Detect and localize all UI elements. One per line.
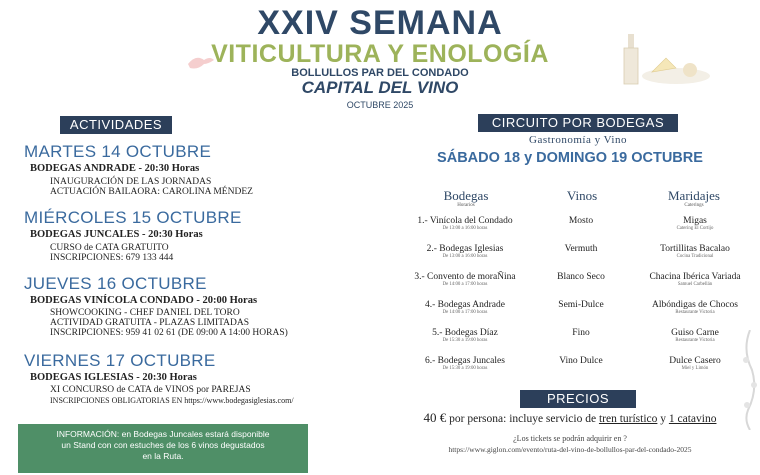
winery-hours: De 14:00 a 17:00 horas <box>442 310 488 315</box>
price-amount: 40 € <box>423 410 447 425</box>
train-service: tren turístico <box>598 413 658 425</box>
col-header-sub: Caterings <box>684 203 704 208</box>
caterer-name: Catering El Cortijo <box>676 226 714 231</box>
dish-name: Chacina Ibérica Variada <box>649 272 741 282</box>
table-row <box>400 300 750 328</box>
activity-line: INAUGURACIÓN DE LAS JORNADAS <box>50 177 212 187</box>
venue-line: BODEGAS JUNCALES - 20:30 Horas <box>30 229 203 240</box>
day-title: JUEVES 16 OCTUBRE <box>24 274 207 293</box>
info-line: un Stand con con estuches de los 6 vinos degustados <box>61 440 265 450</box>
tickets-link[interactable]: https://www.giglon.com/evento/ruta-del-vino-de-bollullos-par-del-condado-2025 <box>448 445 692 454</box>
day-block-tuesday <box>24 142 354 197</box>
activity-line: XI CONCURSO de CATA de VINOS por PAREJAS <box>50 385 251 395</box>
table-row <box>400 244 750 272</box>
winery-name: 4.- Bodegas Andrade <box>425 300 505 310</box>
col-header-title: Vinos <box>566 188 598 203</box>
wine-cell: Semi-Dulce <box>558 300 604 310</box>
prices-heading: PRECIOS <box>520 390 636 408</box>
winery-name: 1.- Vinícola del Condado <box>417 216 513 226</box>
capital-title: CAPITAL DEL VINO <box>301 78 459 97</box>
winery-cell <box>400 244 530 259</box>
pairing-cell <box>630 328 760 343</box>
day-title: VIERNES 17 OCTUBRE <box>24 351 216 370</box>
winery-hours: De 14:00 a 17:00 horas <box>442 282 488 287</box>
wine-cell: Mosto <box>568 216 594 226</box>
registration-note: INSCRIPCIONES OBLIGATORIAS EN https://www.bodegasiglesias.com/ <box>50 396 294 405</box>
col-header-wineries <box>406 188 526 208</box>
activity-line: INSCRIPCIONES: 959 41 02 61 (DE 09:00 A 14:00 HORAS) <box>50 328 288 338</box>
dish-name: Guiso Carne <box>671 328 719 338</box>
day-block-wednesday <box>24 208 354 263</box>
table-row <box>400 328 750 356</box>
dish-name: Tortillitas Bacalao <box>660 244 730 254</box>
caterer-name: Samuel Carbellán <box>677 282 713 287</box>
winery-cell <box>400 356 530 371</box>
circuit-heading: CIRCUITO POR BODEGAS <box>478 114 678 132</box>
day-block-friday <box>24 351 354 405</box>
winery-hours: De 15:30 a 19:00 horas <box>442 366 488 371</box>
price-text: y <box>657 413 669 425</box>
info-box <box>18 424 308 473</box>
col-header-sub: Horarios <box>457 203 475 208</box>
activity-line: INSCRIPCIONES: 679 133 444 <box>50 253 174 263</box>
price-text: por persona: incluye servicio de <box>446 413 599 425</box>
caterer-name: Cocina Tradicional <box>676 254 714 259</box>
winery-cell <box>400 272 530 287</box>
day-block-thursday <box>24 274 354 338</box>
day-title: MARTES 14 OCTUBRE <box>24 142 212 161</box>
info-line: INFORMACIÓN: en Bodegas Juncales estará disponible <box>56 429 270 439</box>
dish-name: Dulce Casero <box>669 356 721 366</box>
winery-cell <box>400 216 530 231</box>
activity-line: ACTUACIÓN BAILAORA: CAROLINA MÉNDEZ <box>50 187 253 197</box>
winery-name: 5.- Bodegas Díaz <box>432 328 498 338</box>
col-header-title: Bodegas <box>443 188 489 203</box>
caterer-name: Miel y Limón <box>681 366 709 371</box>
pairing-cell <box>630 356 760 371</box>
wine-cell: Blanco Seco <box>557 272 605 282</box>
event-month: OCTUBRE 2025 <box>346 100 414 110</box>
pairing-cell <box>630 216 760 231</box>
venue-line: BODEGAS ANDRADE - 20:30 Horas <box>30 163 200 174</box>
activity-line: CURSO de CATA GRATUITO <box>50 243 169 253</box>
circuit-dates: SÁBADO 18 y DOMINGO 19 OCTUBRE <box>437 150 703 166</box>
venue-line: BODEGAS IGLESIAS - 20:30 Horas <box>30 372 197 383</box>
edition-title: XXIV SEMANA <box>257 4 503 42</box>
winery-name: 3.- Convento de moraÑina <box>414 272 516 282</box>
activities-heading: ACTIVIDADES <box>60 116 172 134</box>
table-row <box>400 356 750 384</box>
winery-name: 6.- Bodegas Juncales <box>425 356 505 366</box>
pairing-cell <box>630 244 760 259</box>
pairing-cell <box>630 300 760 315</box>
winery-hours: De 13:00 a 16:00 horas <box>442 226 488 231</box>
tickets-question: ¿Los tickets se podrán adquirir en ? <box>513 434 627 443</box>
table-row <box>400 272 750 300</box>
pairing-cell <box>630 272 760 287</box>
day-title: MIÉRCOLES 15 OCTUBRE <box>24 208 242 227</box>
activity-line: ACTIVIDAD GRATUITA - PLAZAS LIMITADAS <box>50 318 250 328</box>
caterer-name: Restaurante Victoria <box>675 338 715 343</box>
activity-line: SHOWCOOKING - CHEF DANIEL DEL TORO <box>50 308 240 318</box>
winery-name: 2.- Bodegas Iglesias <box>426 244 504 254</box>
table-row <box>400 216 750 244</box>
town-name: BOLLULLOS PAR DEL CONDADO <box>291 67 469 79</box>
col-header-pairings <box>634 188 754 208</box>
winery-hours: De 13:00 a 16:00 horas <box>442 254 488 259</box>
dish-name: Albóndigas de Chocos <box>651 300 739 310</box>
circuit-subtitle: Gastronomía y Vino <box>529 134 627 146</box>
caterer-name: Restaurante Victoria <box>675 310 715 315</box>
col-header-title: Maridajes <box>668 188 720 203</box>
price-line <box>380 410 760 426</box>
glass-service: 1 catavino <box>668 413 717 425</box>
winery-cell <box>400 300 530 315</box>
wine-cell: Vino Dulce <box>559 356 603 366</box>
venue-line: BODEGAS VINÍCOLA CONDADO - 20:00 Horas <box>30 295 258 306</box>
winery-cell <box>400 328 530 343</box>
info-line: en la Ruta. <box>142 451 184 461</box>
col-header-wines <box>522 188 642 204</box>
wine-cell: Vermuth <box>564 244 598 254</box>
dish-name: Migas <box>683 216 707 226</box>
wine-cell: Fino <box>572 328 590 338</box>
winery-hours: De 15:30 a 19:00 horas <box>442 338 488 343</box>
topic-title: VITICULTURA Y ENOLOGÍA <box>211 40 549 68</box>
